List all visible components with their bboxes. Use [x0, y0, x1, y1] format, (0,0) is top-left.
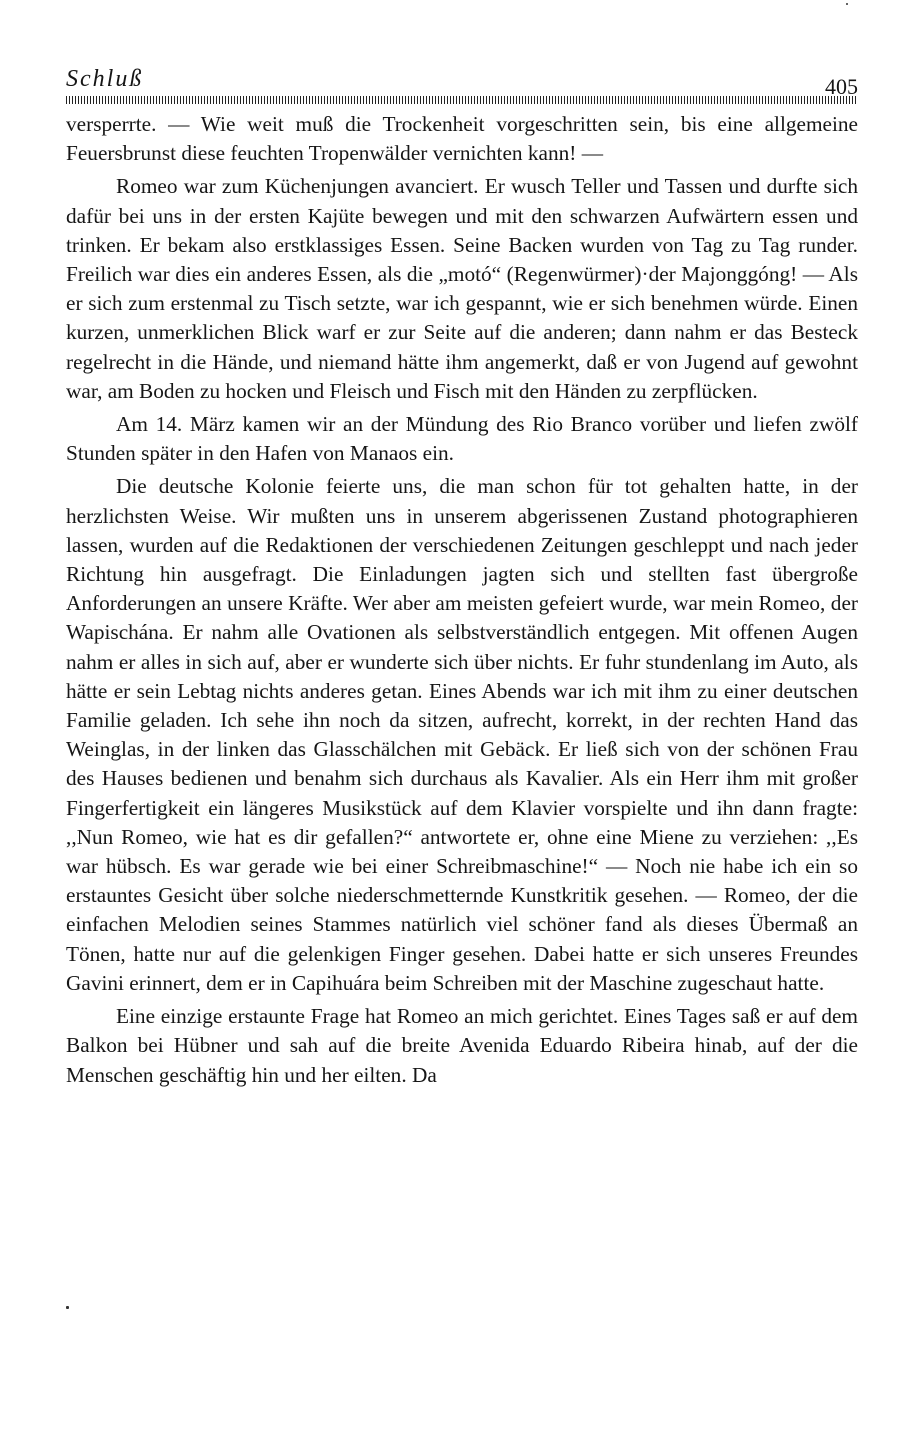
page-number: 405	[825, 74, 858, 99]
book-page	[66, 62, 858, 1094]
body-text	[66, 110, 858, 1090]
paragraph-4: Die deutsche Kolonie feierte uns, die man schon für tot gehalten hatte, in der herzlichsten Weise. Wir mußten uns in unserem abgerissenen Zustand photographieren lassen, wurden auf die Redaktionen der verschiedenen Zeitungen geschleppt und nach jeder Richtung hin ausgefragt. Die Einladungen jagten sich und stellten fast übergroße Anforderungen an unsere Kräfte. Wer aber am meisten gefeiert wurde, war mein Romeo, der Wapischána. Er nahm alle Ovationen als selbstverständlich entgegen. Mit offenen Augen nahm er alles in sich auf, aber er wunderte sich über nichts. Er fuhr stundenlang im Auto, als hätte er sein Lebtag nichts anderes getan. Eines Abends war ich mit ihm zu einer deutschen Familie geladen. Ich sehe ihn noch da sitzen, aufrecht, korrekt, in der rechten Hand das Weinglas, in der linken das Glasschälchen mit Gebäck. Er ließ sich von der schönen Frau des Hauses bedienen und benahm sich durchaus als Kavalier. Als ein Herr ihm mit großer Fingerfertigkeit ein längeres Musikstück auf dem Klavier vorspielte und ihn dann fragte: ,,Nun Romeo, wie hat es dir gefallen?“ antwortete er, ohne eine Miene zu verziehen: ,,Es war hübsch. Es war gerade wie bei einer Schreibmaschine!“ — Noch nie habe ich ein so erstauntes Gesicht über solche niederschmetternde Kunstkritik gesehen. — Romeo, der die einfachen Melodien seines Stammes natürlich viel schöner fand als dieses Übermaß an Tönen, hatte nur auf die gelenkigen Finger gesehen. Dabei hatte er sich unseres Freundes Gavini erinnert, dem er in Capihuára beim Schreiben mit der Maschine zugeschaut hatte.	[66, 474, 858, 995]
speck-mark	[66, 1306, 69, 1309]
paragraph-1: versperrte. — Wie weit muß die Trockenheit vorgeschritten sein, bis eine allgemeine Feuersbrunst diese feuchten Tropenwälder vernichten kann! —	[66, 112, 858, 166]
header-rule	[66, 96, 858, 104]
chapter-title: Schluß	[66, 66, 144, 92]
paragraph-3: Am 14. März kamen wir an der Mündung des Rio Branco vorüber und liefen zwölf Stunden später in den Hafen von Manaos ein.	[66, 412, 858, 466]
paragraph-5: Eine einzige erstaunte Frage hat Romeo an mich gerichtet. Eines Tages saß er auf dem Balkon bei Hübner und sah auf die breite Avenida Eduardo Ribeira hinab, auf der die Menschen geschäftig hin und her eilten. Da	[66, 1004, 858, 1087]
speck-mark	[846, 3, 848, 5]
paragraph-2: Romeo war zum Küchenjungen avanciert. Er wusch Teller und Tassen und durfte sich dafür bei uns in der ersten Kajüte bewegen und mit den schwarzen Aufwärtern essen und trinken. Er bekam also erstklassiges Essen. Seine Backen wurden von Tag zu Tag runder. Freilich war dies ein anderes Essen, als die „motó“ (Regenwürmer)·der Majonggóng! — Als er sich zum erstenmal zu Tisch setzte, war ich gespannt, wie er sich benehmen würde. Einen kurzen, unmerklichen Blick warf er zur Seite auf die anderen; dann nahm er das Besteck regelrecht in die Hände, und niemand hätte ihm angemerkt, daß er von Jugend auf gewohnt war, am Boden zu hocken und Fleisch und Fisch mit den Händen zu zerpflücken.	[66, 174, 858, 403]
running-head	[66, 62, 858, 99]
